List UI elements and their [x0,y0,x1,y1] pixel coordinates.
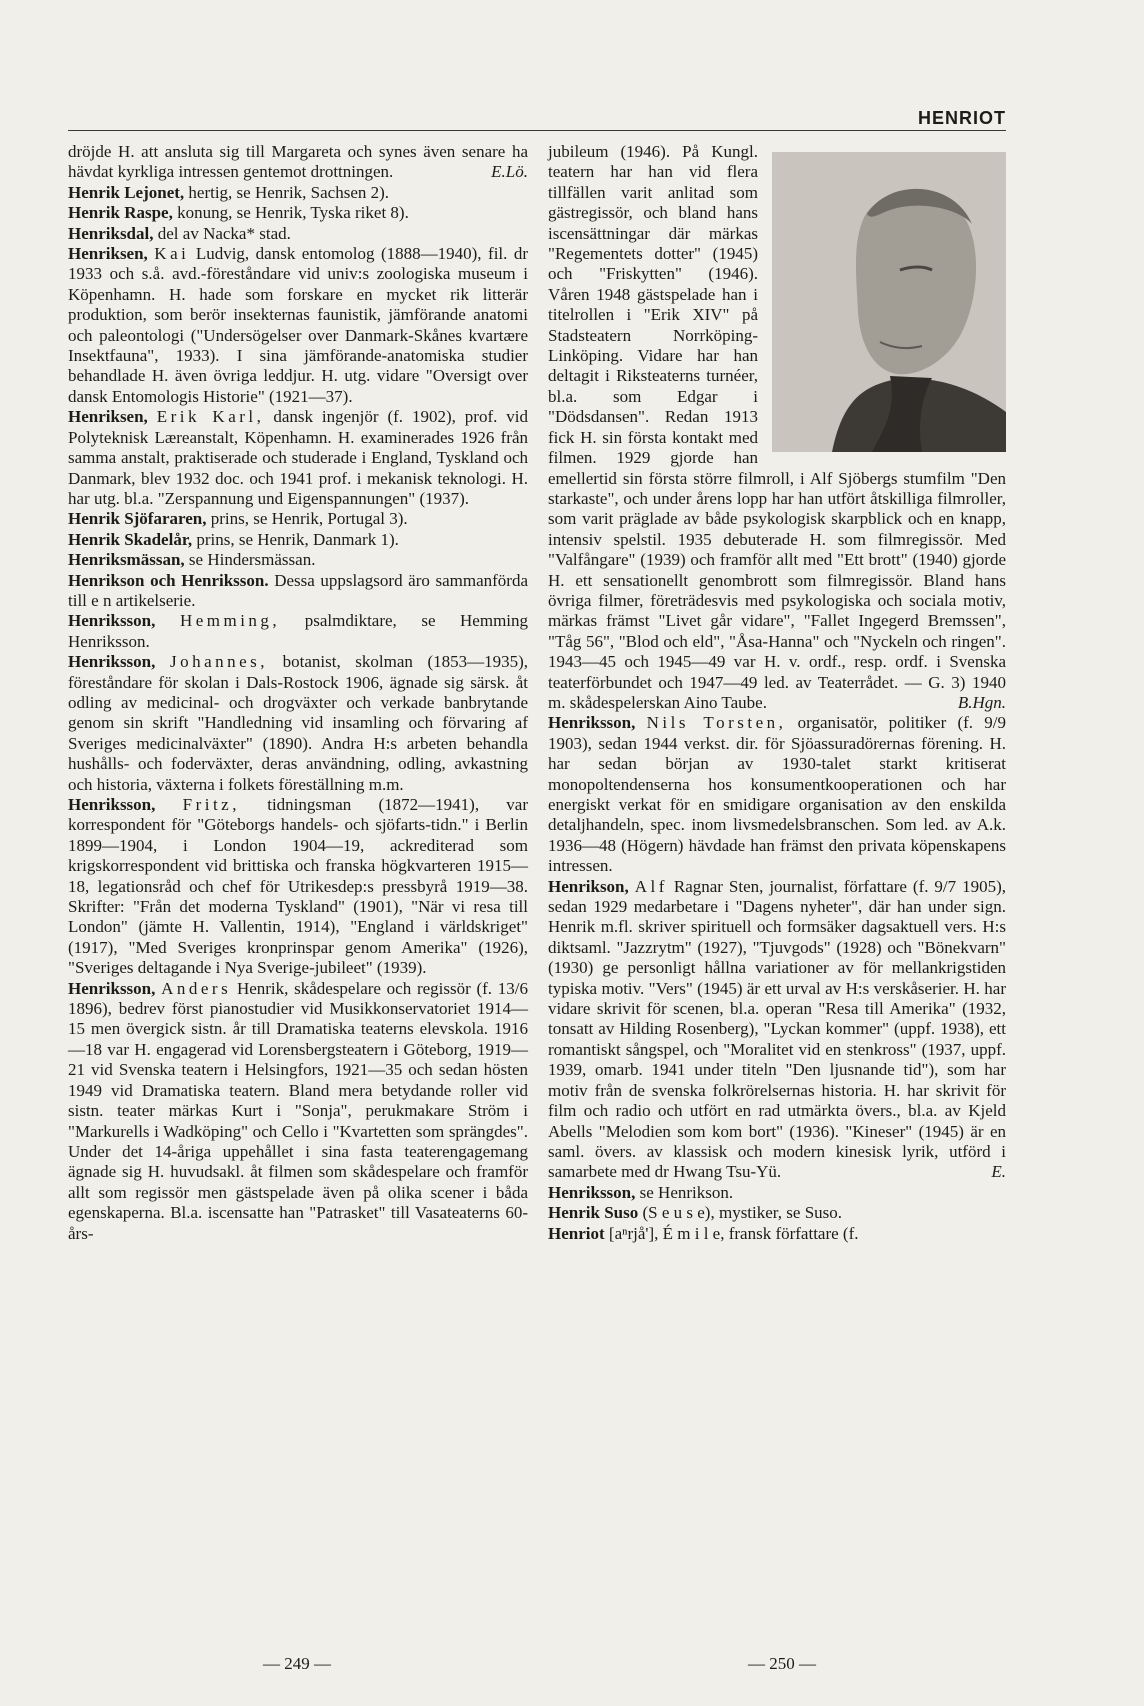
encyclopedia-entry [68,571,528,612]
encyclopedia-entry [68,407,528,509]
entry-text: dansk ingenjör (f. 1902), prof. vid Polyteknisk Læreanstalt, Köpenhamn. H. examinerades 1926 från samma anstalt, praktiserade och studerade i England, Tyskland och Danmark, blev 1932 doc. och 1941 prof. i mekanisk teknologi. H. har utg. bl.a. "Zerspannung und Eigenspannungen" (1937). [68,407,529,508]
encyclopedia-entry [68,244,528,407]
entry-headword: Henriksson, [68,795,156,814]
entry-text: Ludvig, dansk entomolog (1888—1940), fil. dr 1933 och s.å. avd.-föreståndare vid univ:s zoologiska museum i Köpenhamn. H. hade som forskare en mycket rik litterär produktion, som berör insekternas faunistik, jämförande anatomi och paleontologi ("Undersögelser over Danmark-Skånes kvartære Insektfauna", 1933). I sina jämförande-anatomiska studier behandlade H. även övriga leddjur. H. utg. vidare "Oversigt over dansk Entomologis Historie" (1921—37). [68,244,529,406]
entry-text: organisatör, politiker (f. 9/9 1903), sedan 1944 verkst. dir. för Sjöassuradörernas förening. H. har sedan början av 1930-talet starkt kritiserat monopoltendenserna hos konsumentkooperationen och har energiskt verkat för en smidigare organisation av den enskilda detaljhandeln, spec. inom livsmedelsbranschen. Som led. av A.k. 1936—48 (Högern) hävdade han främst den privata köpenskapens intressen. [548,713,1007,876]
encyclopedia-entry [68,183,528,203]
entry-headword: Henriksson, [548,1182,636,1202]
entry-text: Henrik, skådespelare och regissör (f. 13/6 1896), bedrev först pianostudier vid Musikkonservatoriet 1914—15 men övergick sistn. år till Dramatiska teaterns elevskola. 1916—18 var H. engagerad vid Lorensbergsteatern i Göteborg, 1919—21 vid Svenska teatern i Helsingfors, 1921—35 och sedan hösten 1949 vid Dramatiska teatern. Bland mera betydande roller vid sistn. teater märkas Kurt i "Sonja", perukmakare Ström i "Markurells i Wadköping" och Cello i "Kvartetten som sprängdes". Under det 14-åriga uppehållet i sina fasta teaterengagemang ägnade sig H. huvudsakl. åt filmen som skådespelare och framför allt som regissör men gästspelade även på olika scener i båda egenskaperna. Bl.a. iscensatte han "Patrasket" till Vasateaterns 60-års- [68,978,528,1243]
entry-headword: Henrik Skadelår, [68,529,193,549]
entry-text: konung, se Henrik, Tyska riket 8). [177,203,409,223]
entry-headword: Henriot [548,1223,605,1243]
encyclopedia-entry [68,224,528,244]
entry-headword: Henriksmässan, [68,550,185,570]
entry-spaced-name: Fritz, [182,795,240,814]
encyclopedia-entry [548,877,1006,1183]
entry-headword: Henriksson, [68,611,156,631]
entry-text: Dessa uppslagsord äro sammanförda till e n artikelserie. [68,570,529,610]
entry-text: Ragnar Sten, journalist, författare (f. 9/7 1905), sedan 1929 medarbetare i "Dagens nyheter", där han under sign. Henrik m.fl. skriver spirituell och formsäker dagsaktuell vers. H:s diktsaml. "Jazzrytm" (1927), "Tjuvgods" (1928) och "Bönekvarn" (1930) ge personligt hållna variationer av för mellankrigstiden typiska motiv. "Vers" (1945) är ett urval av H:s verskåserier. H. har vidare skrivit för scenen, bl.a. operan "Resa till Amerika" (1932, tonsatt av Hilding Rosenberg), "Lyckan kommer" (uppf. 1938), ett romantiskt sångspel, och "Moralitet vid en stenkross" (1937, uppf. 1939, omarb. 1941 under titeln "Den ljusnande tid"), som har motiv från de svenska folkrörelsernas historia. H. har skrivit för film och radio och utfört en rad utmärkta övers., bl.a. av Kjeld Abells "Melodien som kom bort" (1936). "Kineser" (1945) är en saml. övers. av klassisk och modern kinesisk lyrik, utförd i samarbete med dr Hwang Tsu-Yü. [548,876,1007,1182]
entry-spaced-name: Alf [634,876,668,896]
running-head: HENRIOT [918,108,1006,128]
entry-text: jubileum (1946). På Kungl. teatern har han vid flera tillfällen varit anlitad som gästregissör, och bland hans iscensättningar där märkas "Regementets dotter" (1945) och "Friskytten" (1946). Våren 1948 gästspelade han i titelrollen i "Erik XIV" på Stadsteatern Norrköping-Linköping. Vidare har han deltagit i Riksteaterns turnéer, bl.a. som Edgar i "Dödsdansen". Redan 1913 fick H. sin första kontakt med filmen. 1929 gjorde han emellertid sin första större filmroll, i Alf Sjöbergs stumfilm "Den starkaste", och under årens lopp har han utfört åtskilliga filmroller, som varit präglade av både psykologisk skarpblick och en knapp, intensiv spelstil. 1935 debuterade H. som filmregissör. Med "Valfångare" (1939) och framför allt med "Ett brott" (1940) gjorde H. ett sensationellt genombrott som filmregissör. Bland hans övriga filmer, företrädesvis med psykologiska och sociala motiv, märkas främst "Livet går vidare", "Fallet Ingegerd Bremssen", "Tåg 56", "Blod och eld", "Åsa-Hanna" och "Nyckeln och ringen". 1943—45 och 1945—49 var H. v. ordf., resp. ordf. i Svenska teaterförbundet och 1947—49 led. av Teaterrådet. — G. 3) 1940 m. skådespelerskan Aino Taube. [548,142,1006,712]
author-signature: E. [991,1162,1006,1182]
entry-spaced-name: Hemming, [179,611,281,631]
entry-headword: Henriksson, [68,652,156,672]
entry-spaced-name: Erik Karl, [156,407,265,427]
author-signature: E.Lö. [491,162,528,182]
entry-text: tidningsman (1872—1941), var korrespondent för "Göteborgs handels- och sjöfarts-tidn." i Berlin 1899—1904, i London 1904—19, ackrediterad som krigskorrespondent vid brittiska och franska högkvarteren 1915—18, legationsråd och chef för Utrikesdep:s pressbyrå 1919—38. Skrifter: "Från det moderna Tyskland" (1901), "När vi resa till London" (jämte H. Vallentin, 1914), "England i världskriget" (1917), "Med Sveriges kronprinspar genom Amerika" (1926), "Sveriges deltagande i Nya Sverige-jubileet" (1939). [68,795,529,978]
entry-headword: Henrik Raspe, [68,203,173,223]
encyclopedia-entry [68,550,528,570]
entry-headword: Henriksdal, [68,223,154,243]
entry-headword: Henriksen, [68,244,148,264]
entry-text: [aⁿrjå'], É m i l e, fransk författare (f. [608,1223,859,1243]
encyclopedia-entry [548,713,1006,876]
entry-headword: Henriksson, [548,713,636,733]
encyclopedia-entry [68,203,528,223]
entry-text: botanist, skolman (1853—1935), föreståndare för skolan i Dals-Rostock 1906, ägnade sig särsk. åt odling av medicinal- och drogväxter och verkade banbrytande genom sin skrift "Handledning vid insamling och förvaring af Sveriges medicinalväxter" (1890). Andra H:s arbeten behandla hushålls- och foderväxter, deras användning, odling, avkastning och historia, växterna i folkets föreställning m.m. [68,652,529,794]
entry-text: prins, se Henrik, Danmark 1). [196,529,399,549]
right-column [548,142,1006,1244]
encyclopedia-entry [548,1203,1006,1223]
encyclopedia-entry [68,530,528,550]
left-column [68,142,528,1244]
entry-spaced-name: Anders [161,978,232,998]
entry-text: prins, se Henrik, Portugal 3). [210,509,408,529]
entry-text: del av Nacka* stad. [157,223,291,243]
entry-text: (S e u s e), mystiker, se Suso. [642,1203,843,1223]
header-rule [68,130,1006,131]
entry-headword: Henriksson, [68,978,156,998]
entry-text: dröjde H. att ansluta sig till Margareta och synes även senare ha hävdat kyrkliga intressen gentemot drottningen. [68,142,528,182]
encyclopedia-entry [68,611,528,652]
page-number-left: — 249 — [263,1654,331,1673]
entry-headword: Henrik Sjöfararen, [68,509,207,529]
entry-spaced-name: Kai [154,244,190,264]
encyclopedia-entry [548,1224,1006,1244]
encyclopedia-entry [68,795,528,979]
encyclopedia-entry [68,142,528,183]
entry-spaced-name: Nils Torsten, [646,713,787,733]
entry-text: hertig, se Henrik, Sachsen 2). [188,182,390,202]
encyclopedia-entry [68,509,528,529]
entry-spaced-name: Johannes, [169,652,269,672]
entry-headword: Henrik Lejonet, [68,182,185,202]
encyclopedia-entry [68,652,528,795]
portrait-photo [772,152,1006,452]
encyclopedia-entry [548,1183,1006,1203]
entry-text: se Hindersmässan. [188,550,316,570]
entry-headword: Henrikson och Henriksson. [68,570,269,590]
author-signature: B.Hgn. [957,692,1006,712]
entry-headword: Henriksen, [68,407,148,427]
page-number-right: — 250 — [748,1654,816,1673]
entry-text: se Henrikson. [639,1182,734,1202]
entry-headword: Henrikson, [548,876,629,896]
entry-text: psalmdiktare, se Hemming Henriksson. [68,611,529,651]
entry-headword: Henrik Suso [548,1203,639,1223]
encyclopedia-entry [68,979,528,1244]
